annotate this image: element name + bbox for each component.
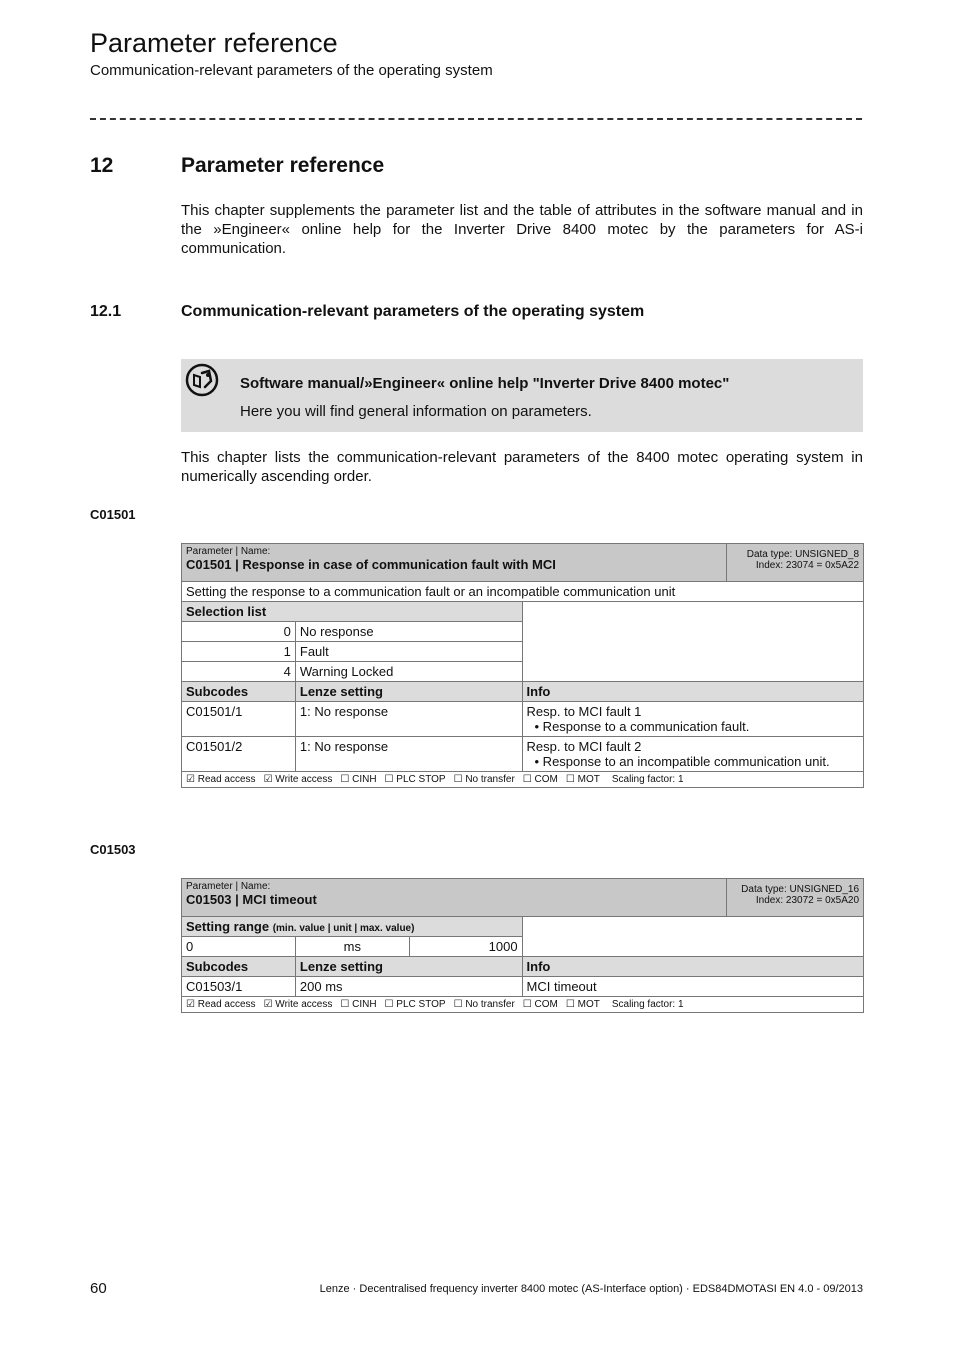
c01501-label: C01501: [90, 507, 136, 522]
subcodes-header: Subcodes Lenze setting Info: [182, 957, 864, 977]
reference-note: [181, 359, 863, 432]
c01503-data-type: Data type: UNSIGNED_16: [741, 884, 859, 895]
c01503-name-row: [182, 879, 864, 917]
footer-text: Lenze · Decentralised frequency inverter 8400 motec (AS-Interface option) · EDS84DMOTASI EN 4.0 - 09/2013: [319, 1283, 863, 1295]
subcode-row: C01501/1 1: No response Resp. to MCI fault 1 • Response to a communication fault.: [182, 702, 864, 737]
section-number: 12.1: [90, 303, 122, 320]
c01501-table: [181, 543, 864, 788]
page-number: 60: [90, 1280, 107, 1297]
selection-row: 1 Fault: [182, 642, 864, 662]
c01501-description: Setting the response to a communication fault or an incompatible communication unit: [182, 582, 864, 602]
chapter-title: Parameter reference: [181, 154, 385, 177]
c01501-index: Index: 23074 = 0x5A22: [755, 560, 859, 571]
page-header-title: Parameter reference: [90, 28, 338, 58]
section-title: Communication-relevant parameters of the operating system: [181, 303, 645, 320]
subcode-row: C01503/1 200 ms MCI timeout: [182, 977, 864, 997]
param-name-caption: Parameter | Name:: [186, 546, 271, 557]
c01503-name: C01503 | MCI timeout: [186, 892, 317, 907]
c01501-attributes: ☑ Read access ☑ Write access ☐ CINH ☐ PLC STOP ☐ No transfer ☐ COM ☐ MOT Scaling factor: 1: [182, 772, 864, 788]
chapter-intro: This chapter supplements the parameter list and the table of attributes in the software manual and in the »Engineer« online help for the Inverter Drive 8400 motec by the parameters for AS-i communication.: [181, 202, 863, 257]
c01503-table: [181, 878, 864, 1013]
selection-list-header: Selection list: [182, 602, 523, 622]
c01501-name-row: [182, 544, 864, 582]
header-divider: [90, 118, 862, 120]
c01503-attributes: ☑ Read access ☑ Write access ☐ CINH ☐ PLC STOP ☐ No transfer ☐ COM ☐ MOT Scaling factor: 1: [182, 997, 864, 1013]
c01501-name: C01501 | Response in case of communication fault with MCI: [186, 557, 556, 572]
note-title: Software manual/»Engineer« online help "Inverter Drive 8400 motec": [240, 375, 730, 392]
subcodes-header: Subcodes Lenze setting Info: [182, 682, 864, 702]
page-header-subtitle: Communication-relevant parameters of the operating system: [90, 62, 493, 79]
param-name-caption: Parameter | Name:: [186, 881, 271, 892]
subcode-row: C01501/2 1: No response Resp. to MCI fault 2 • Response to an incompatible communication unit.: [182, 737, 864, 772]
manual-reference-icon: [185, 363, 219, 397]
setting-range-header: Setting range (min. value | unit | max. value): [182, 917, 523, 937]
note-text: Here you will find general information on parameters.: [240, 403, 592, 420]
chapter-number: 12: [90, 154, 114, 177]
selection-row: 0 No response: [182, 622, 864, 642]
selection-row: 4 Warning Locked: [182, 662, 864, 682]
c01503-label: C01503: [90, 842, 136, 857]
c01501-data-type: Data type: UNSIGNED_8: [746, 549, 859, 560]
section-intro: This chapter lists the communication-relevant parameters of the 8400 motec operating system in numerically ascending order.: [181, 449, 863, 485]
c01503-index: Index: 23072 = 0x5A20: [755, 895, 859, 906]
setting-range-row: 0 ms 1000: [182, 937, 864, 957]
